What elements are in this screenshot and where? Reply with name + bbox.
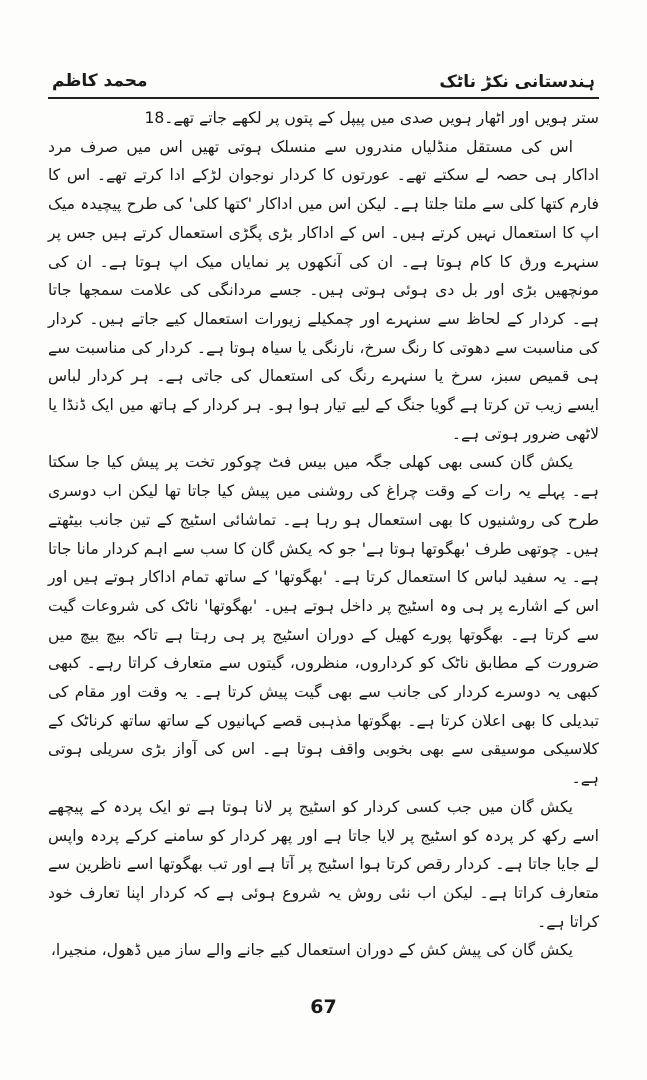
paragraph: ستر ہویں اور اٹھار ہویں صدی میں پیپل کے پتوں پر لکھے جاتے تھے۔18 bbox=[144, 109, 599, 127]
author-name: محمد کاظم bbox=[52, 71, 148, 91]
book-title: ہندستانی نکڑ ناٹک bbox=[439, 71, 595, 92]
page-number: 67 bbox=[310, 996, 337, 1018]
header-divider bbox=[48, 97, 599, 99]
running-header bbox=[52, 68, 595, 94]
body-text bbox=[48, 104, 599, 965]
paragraph: یکش گان کسی بھی کھلی جگہ میں بیس فٹ چوکور تخت پر پیش کیا جا سکتا ہے۔ پہلے یہ رات کے وقت چراغ کی روشنی میں پیش کیا جاتا تھا لیکن اب دوسری طرح کی روشنیوں کا بھی استعمال ہو رہا ہے۔ تماشائی اسٹیج کے تین جانب بیٹھتے ہیں۔ چوتھی طرف 'بھگوتھا ہوتا ہے' جو کہ یکش گان کا سب سے اہم کردار مانا جاتا ہے۔ یہ سفید لباس کا استعمال کرتا ہے۔ 'بھگوتھا' کے ساتھ تمام اداکار ہوتے ہیں اور اس کے اشارے پر ہی وہ اسٹیج پر داخل ہوتے ہیں۔ 'بھگوتھا' ناٹک کی شروعات گیت سے کرتا ہے۔ بھگوتھا پورے کھیل کے دوران اسٹیج پر ہی رہتا ہے تاکہ بیچ بیچ میں ضرورت کے مطابق ناٹک کو کرداروں، منظروں، گیتوں سے متعارف کراتا رہے۔ کبھی کبھی یہ دوسرے کردار کی جانب سے بھی گیت پیش کرتا ہے۔ یہ وقت اور مقام کی تبدیلی کا بھی اعلان کرتا ہے۔ بھگوتھا مذہبی قصے کہانیوں کے ساتھ ساتھ کرناٹک کے کلاسیکی موسیقی سے بھی بخوبی واقف ہوتا ہے۔ اس کی آواز بڑی سریلی ہوتی ہے۔ bbox=[48, 453, 599, 788]
paragraph: اس کی مستقل منڈلیاں مندروں سے منسلک ہوتی تھیں اس میں صرف مرد اداکار ہی حصہ لے سکتے تھے۔ عورتوں کا کردار نوجوان لڑکے ادا کرتے تھے۔ اس کا فارم کتھا کلی سے ملتا جلتا ہے۔ لیکن اس میں اداکار 'کتھا کلی' کی طرح پیچیدہ میک اپ کا استعمال نہیں کرتے ہیں۔ اس کے اداکار بڑی پگڑی استعمال کرتے ہیں جس پر سنہرے ورق کا کام ہوتا ہے۔ ان کی آنکھوں پر نمایاں میک اپ ہوتا ہے۔ ان کی مونچھیں بڑی اور بل دی ہوئی ہوتی ہیں۔ جسے مردانگی کی علامت سمجھا جاتا ہے۔ کردار کے لحاظ سے سنہرے اور چمکیلے زیورات استعمال کیے جاتے ہیں۔ کردار کی مناسبت سے دھوتی کا رنگ سرخ، نارنگی یا سیاہ ہوتا ہے۔ کردار کی مناسبت سے ہی قمیص سبز، سرخ یا سنہرے رنگ کی استعمال کی جاتی ہے۔ ہر کردار لباس ایسے زیب تن کرتا ہے گویا جنگ کے لیے تیار ہوا ہو۔ ہر کردار کے ہاتھ میں ایک ڈنڈا یا لاٹھی ضرور ہوتی ہے۔ bbox=[48, 137, 599, 443]
paragraph: یکش گان کی پیش کش کے دوران استعمال کیے جانے والے ساز میں ڈھول، منجیرا، bbox=[50, 941, 573, 960]
paragraph: یکش گان میں جب کسی کردار کو اسٹیج پر لانا ہوتا ہے تو ایک پردہ کے پیچھے اسے رکھ کر پردہ کو اسٹیج پر لایا جاتا ہے اور پھر کردار کو سامنے کرکے پردہ واپس لے جایا جاتا ہے۔ کردار رقص کرتا ہوا اسٹیج پر آتا ہے اور تب بھگوتھا اسے ناظرین سے متعارف کراتا ہے۔ لیکن اب نئی روش یہ شروع ہوئی ہے کہ کردار اپنا تعارف خود کراتا ہے۔ bbox=[48, 797, 599, 931]
